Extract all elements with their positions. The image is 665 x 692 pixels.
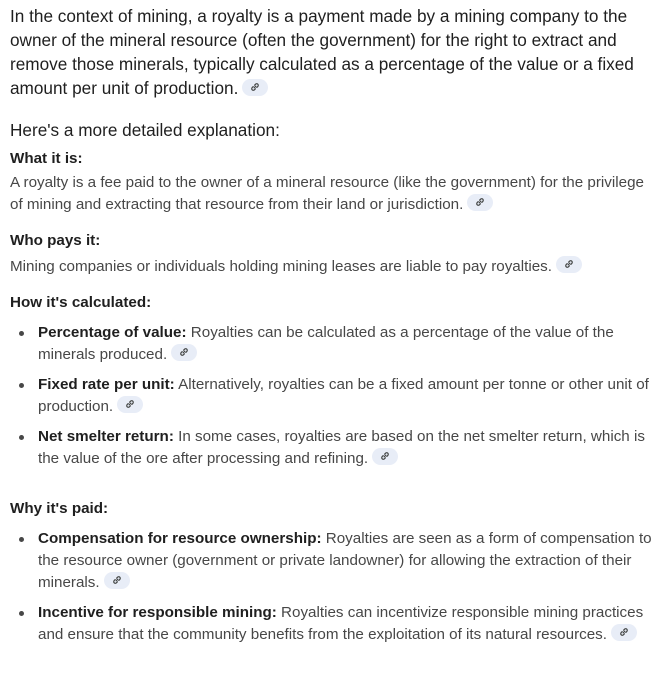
link-icon xyxy=(380,451,390,461)
intro-paragraph xyxy=(10,4,660,100)
what-heading: What it is: xyxy=(10,150,83,167)
what-paragraph xyxy=(10,172,660,216)
why-heading: Why it's paid: xyxy=(10,500,109,517)
item-text: Royalties can be calculated as a percentage of the value of the minerals produced. xyxy=(38,324,614,363)
item-label: Net smelter return: xyxy=(38,428,174,445)
response-content xyxy=(10,4,660,646)
what-text: A royalty is a fee paid to the owner of a mineral resource (like the government) for the privilege of mining and extracting that resource from their land or jurisdiction. xyxy=(10,174,644,213)
who-heading: Who pays it: xyxy=(10,232,101,249)
lead-paragraph: Here's a more detailed explanation: xyxy=(10,120,280,140)
source-link-chip[interactable] xyxy=(242,79,268,96)
list-item xyxy=(10,528,660,594)
bullet xyxy=(19,435,24,440)
item-text: In some cases, royalties are based on the net smelter return, which is the value of the ore after processing and refining. xyxy=(38,428,645,467)
item-text: Royalties can incentivize responsible mining practices and ensure that the community benefits from the exploitation of its natural resources. xyxy=(38,604,644,643)
bullet xyxy=(19,611,24,616)
item-label: Fixed rate per unit: xyxy=(38,376,175,393)
item-label: Incentive for responsible mining: xyxy=(38,604,277,621)
link-icon xyxy=(179,347,189,357)
link-icon xyxy=(250,82,260,92)
item-label: Percentage of value: xyxy=(38,324,187,341)
who-paragraph xyxy=(10,256,660,278)
source-link-chip[interactable] xyxy=(467,194,493,211)
how-list xyxy=(10,322,660,470)
who-text: Mining companies or individuals holding mining leases are liable to pay royalties. xyxy=(10,258,552,275)
list-item xyxy=(10,426,660,470)
list-item xyxy=(10,374,660,418)
link-icon xyxy=(112,575,122,585)
source-link-chip[interactable] xyxy=(117,396,143,413)
source-link-chip[interactable] xyxy=(104,572,130,589)
intro-text: In the context of mining, a royalty is a payment made by a mining company to the owner of the mineral resource (often the government) for the right to extract and remove those minerals, typically calculated as a percentage of the value or a fixed amount per unit of production. xyxy=(10,6,634,98)
item-text: Alternatively, royalties can be a fixed amount per tonne or other unit of production. xyxy=(38,376,649,415)
why-list xyxy=(10,528,660,646)
list-item xyxy=(10,602,660,646)
source-link-chip[interactable] xyxy=(171,344,197,361)
source-link-chip[interactable] xyxy=(556,256,582,273)
bullet xyxy=(19,383,24,388)
link-icon xyxy=(564,259,574,269)
item-text: Royalties are seen as a form of compensation to the resource owner (government or private landowner) for allowing the extraction of their minerals. xyxy=(38,530,652,591)
link-icon xyxy=(475,197,485,207)
bullet xyxy=(19,537,24,542)
bullet xyxy=(19,331,24,336)
list-item xyxy=(10,322,660,366)
link-icon xyxy=(125,399,135,409)
how-heading: How it's calculated: xyxy=(10,294,152,311)
source-link-chip[interactable] xyxy=(611,624,637,641)
source-link-chip[interactable] xyxy=(372,448,398,465)
link-icon xyxy=(619,627,629,637)
item-label: Compensation for resource ownership: xyxy=(38,530,322,547)
